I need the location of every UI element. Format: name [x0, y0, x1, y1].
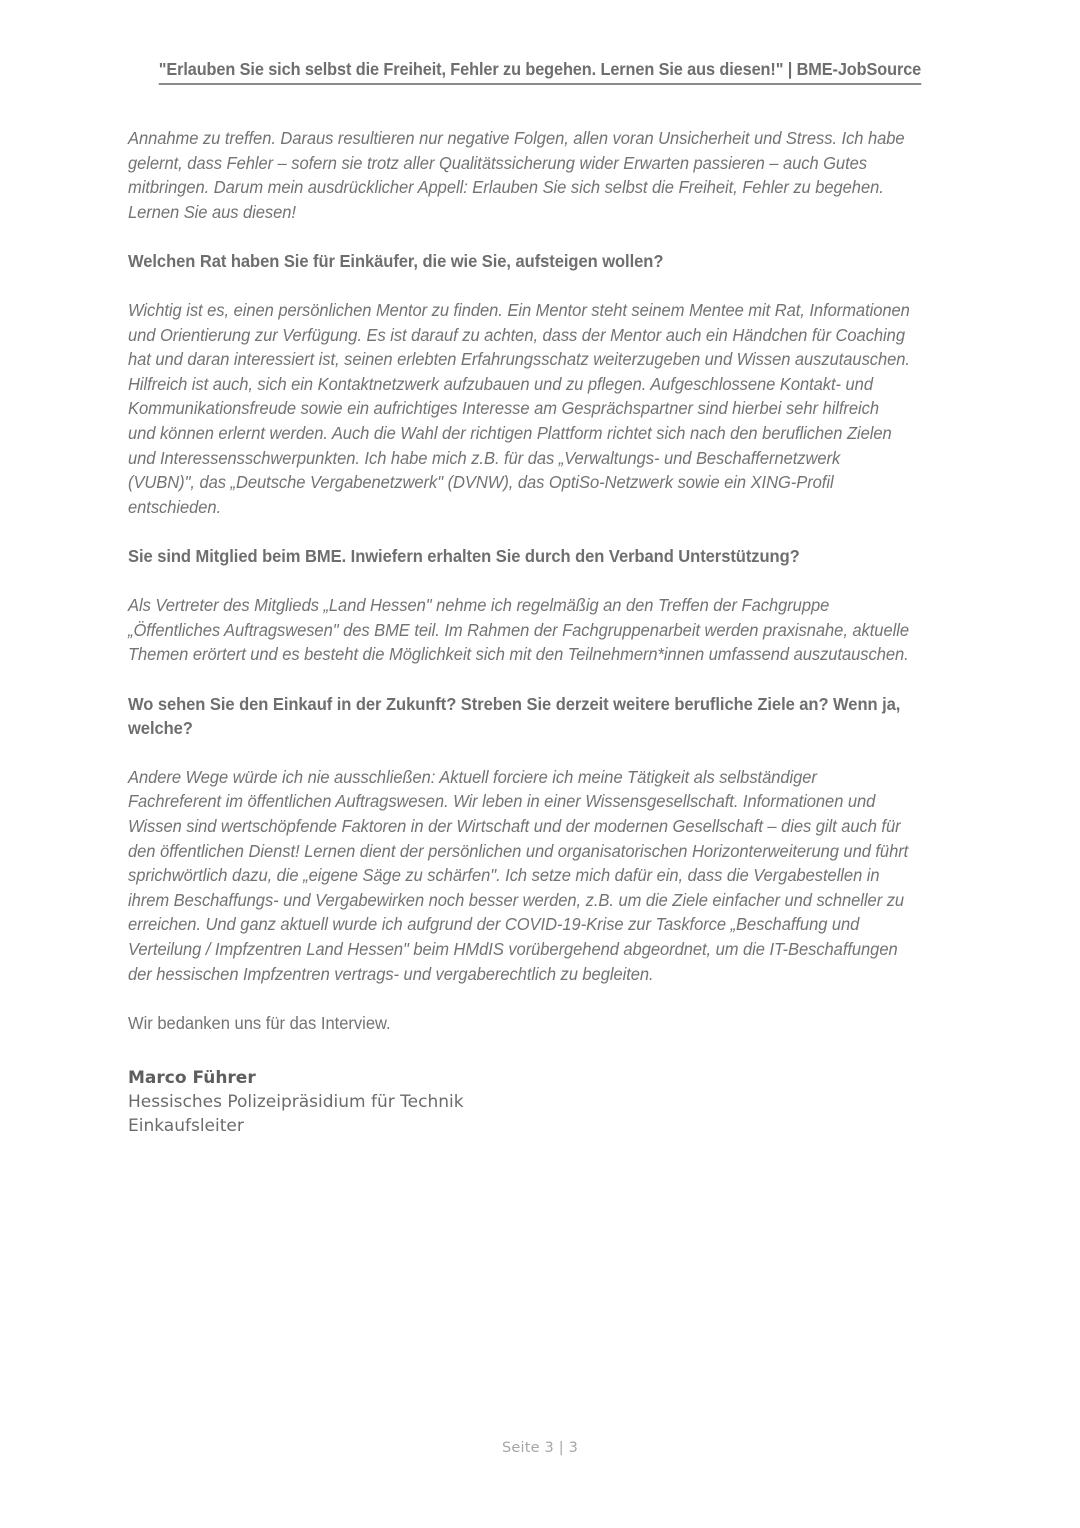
- signature-role: Einkaufsleiter: [128, 1115, 244, 1136]
- question-heading-bme-membership: Sie sind Mitglied beim BME. Inwiefern erhalten Sie durch den Verband Unterstützung?: [128, 546, 800, 567]
- answer-bme-membership: Als Vertreter des Mitglieds „Land Hessen" nehme ich regelmäßig an den Treffen der Fachgruppe „Öffentliches Auftragswesen" des BME teil. Im Rahmen der Fachgruppenarbeit werden praxisnahe, aktuelle Themen erörtert und es besteht die Möglichkeit sich mit den Teilnehmern*innen umfassend auszutauschen.: [128, 594, 909, 665]
- question-heading-future: Wo sehen Sie den Einkauf in der Zukunft? Streben Sie derzeit weitere berufliche Ziele an? Wenn ja, welche?: [128, 693, 901, 739]
- signature-organization: Hessisches Polizeipräsidium für Technik: [128, 1091, 464, 1112]
- paragraph-continuation: Annahme zu treffen. Daraus resultieren nur negative Folgen, allen voran Unsicherheit und Stress. Ich habe gelernt, dass Fehler – sofern sie trotz aller Qualitätssicherung wider Erwarten passieren – auch Gutes mitbringen. Darum mein ausdrücklicher Appell: Erlauben Sie sich selbst die Freiheit, Fehler zu begehen. Lernen Sie aus diesen!: [128, 128, 905, 222]
- running-header-title: "Erlauben Sie sich selbst die Freiheit, Fehler zu begehen. Lernen Sie aus diesen!" | BME-JobSource: [159, 58, 921, 85]
- answer-future: Andere Wege würde ich nie ausschließen: Aktuell forciere ich meine Tätigkeit als selbständiger Fachreferent im öffentlichen Auftragswesen. Wir leben in einer Wissensgesellschaft. Informationen und Wissen sind wertschöpfende Faktoren in der Wirtschaft und der modernen Gesellschaft – dies gilt auch für den öffentlichen Dienst! Lernen dient der persönlichen und organisatorischen Horizonterweiterung und führt sprichwörtlich dazu, die „eigene Säge zu schärfen". Ich setze mich dafür ein, dass die Vergabestellen in ihrem Beschaffungs- und Vergabewirken noch besser werden, z.B. um die Ziele einfacher und schneller zu erreichen. Und ganz aktuell wurde ich aufgrund der COVID-19-Krise zur Taskforce „Beschaffung und Verteilung / Impfzentren Land Hessen" beim HMdIS vorübergehend abgeordnet, um die IT-Beschaffungen der hessischen Impfzentren vertrags- und vergaberechtlich zu begleiten.: [128, 766, 909, 984]
- signature-name: Marco Führer: [128, 1067, 256, 1088]
- answer-advice: Wichtig ist es, einen persönlichen Mentor zu finden. Ein Mentor steht seinem Mentee mit Rat, Informationen und Orientierung zur Verfügung. Es ist darauf zu achten, dass der Mentor auch ein Händchen für Coaching hat und daran interessiert ist, seinen erlebten Erfahrungsschatz weiterzugeben und Wissen auszutauschen. Hilfreich ist auch, sich ein Kontaktnetzwerk aufzubauen und zu pflegen. Aufgeschlossene Kontakt- und Kommunikationsfreude sowie ein aufrichtiges Interesse am Gesprächspartner sind hierbei sehr hilfreich und können erlernt werden. Auch die Wahl der richtigen Plattform richtet sich nach den beruflichen Zielen und Interessensschwerpunkten. Ich habe mich z.B. für das „Verwaltungs- und Beschaffernetzwerk (VUBN)", das „Deutsche Vergabenetzwerk" (DVNW), das OptiSo-Netzwerk sowie ein XING-Profil entschieden.: [128, 299, 910, 517]
- document-body: [128, 126, 952, 1138]
- question-heading-advice: Welchen Rat haben Sie für Einkäufer, die wie Sie, aufsteigen wollen?: [128, 251, 664, 272]
- closing-thanks: Wir bedanken uns für das Interview.: [128, 1013, 391, 1034]
- running-header: [128, 58, 952, 85]
- signature-block: [128, 1066, 952, 1138]
- page-footer: Seite 3 | 3: [501, 1440, 579, 1456]
